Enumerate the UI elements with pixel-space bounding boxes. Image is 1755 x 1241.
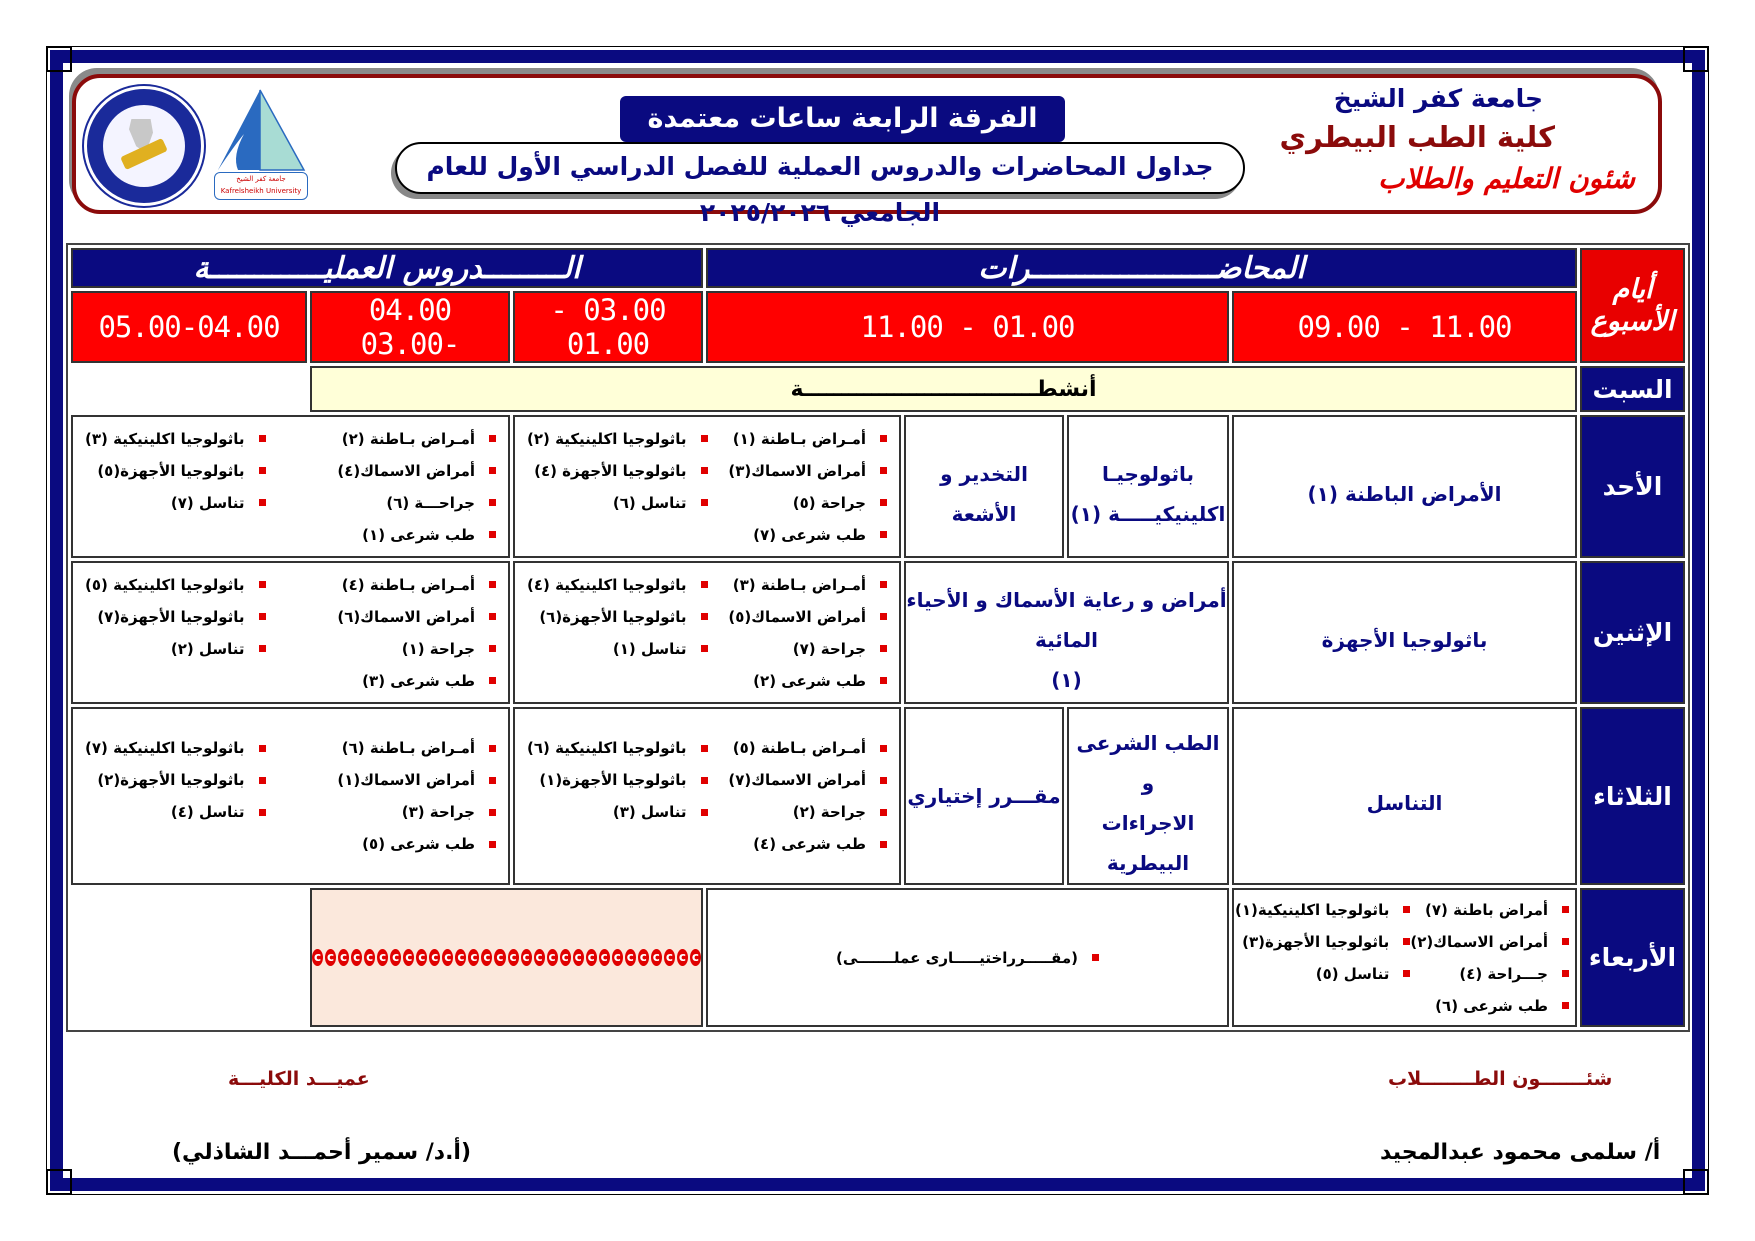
lab-group-item bbox=[527, 457, 708, 484]
blank-marker-icon: ϲ bbox=[483, 950, 491, 964]
lab-group-label: باثولوجيا الأجهزة(٥) bbox=[97, 461, 245, 480]
blank-marker-icon: ϲ bbox=[313, 950, 322, 964]
lab-group-label: أمراض الاسماك(١) bbox=[337, 771, 475, 789]
lab-group-label: تناسل (٥) bbox=[1315, 964, 1390, 983]
lab-column bbox=[85, 571, 266, 694]
bullet-icon bbox=[489, 645, 496, 652]
wednesday-lab-col-2 bbox=[1235, 896, 1410, 1019]
lab-group-item bbox=[728, 831, 887, 858]
lab-group-label: طب شرعى (١) bbox=[362, 525, 475, 544]
bullet-icon bbox=[259, 613, 266, 620]
lab-column bbox=[337, 735, 496, 858]
bullet-icon bbox=[259, 809, 266, 816]
lab-group-label: تناسل (٦) bbox=[612, 493, 687, 512]
day-saturday: السبت bbox=[1580, 366, 1685, 412]
bullet-icon bbox=[1562, 938, 1569, 945]
lab-group-label: جراحـــة (٦) bbox=[386, 493, 475, 512]
sunday-lecture-2a bbox=[1067, 415, 1229, 558]
lab-group-label: أمـراض بـاطنة (٢) bbox=[341, 429, 475, 448]
bullet-icon bbox=[1562, 970, 1569, 977]
lab-group-label: باثولوجيا اكلينيكية (٥) bbox=[85, 575, 245, 594]
lab-group-label: طب شرعى (٧) bbox=[753, 525, 866, 544]
lab-group-item bbox=[85, 635, 266, 662]
lab-group-item bbox=[1410, 896, 1569, 923]
bullet-icon bbox=[489, 745, 496, 752]
bullet-icon bbox=[880, 467, 887, 474]
lab-group-label: أمراض الاسماك(٤) bbox=[337, 461, 475, 480]
monday-lab-2 bbox=[71, 561, 510, 704]
corner-ornament bbox=[46, 46, 72, 72]
lab-group-label: باثولوجيا الأجهزة(١) bbox=[539, 771, 687, 789]
bullet-icon bbox=[489, 499, 496, 506]
lab-group-label: باثولوجيا الأجهزة(٧) bbox=[97, 607, 245, 626]
lab-group-item bbox=[1410, 992, 1569, 1019]
schedule-subtitle: جداول المحاضرات والدروس العملية للفصل الدراسي الأول للعام الجامعي ٢٠٢٥/٢٠٢٦ bbox=[395, 142, 1245, 194]
lab-group-item bbox=[1410, 928, 1569, 955]
bullet-icon bbox=[1403, 906, 1410, 913]
bullet-icon bbox=[489, 581, 496, 588]
bullet-icon bbox=[880, 581, 887, 588]
bullet-icon bbox=[489, 435, 496, 442]
faculty-name: كلية الطب البيطري bbox=[1279, 120, 1555, 154]
lab-group-label: أمراض الاسماك(٧) bbox=[728, 771, 866, 789]
corner-ornament bbox=[1683, 46, 1709, 72]
tuesday-lecture-1: التناسل bbox=[1232, 707, 1577, 885]
lab-group-label: باثولوجيا اكلينيكية (٧) bbox=[85, 739, 245, 757]
bullet-icon bbox=[489, 809, 496, 816]
lab-column bbox=[728, 425, 887, 548]
lab-group-label: أمـراض بـاطنة (٥) bbox=[732, 739, 866, 757]
bullet-icon bbox=[489, 677, 496, 684]
blank-marker-icon: ϲ bbox=[327, 950, 335, 964]
lab-group-item bbox=[527, 735, 708, 762]
lab-group-label: باثولوجيا اكلينيكية (٣) bbox=[85, 429, 245, 448]
day-wednesday: الأربعاء bbox=[1580, 888, 1685, 1027]
lab-group-item bbox=[337, 457, 496, 484]
blank-marker-icon: ϲ bbox=[600, 950, 608, 964]
bullet-icon bbox=[259, 777, 266, 784]
lab-group-label: أمراض الاسماك(٢) bbox=[1410, 932, 1548, 951]
sunday-lecture-2a-line1: باثولوجيـا bbox=[1101, 461, 1195, 486]
sunday-lab-2 bbox=[71, 415, 510, 558]
monday-lab-1 bbox=[513, 561, 901, 704]
blank-marker-icon: ϲ bbox=[574, 950, 582, 964]
bullet-icon bbox=[880, 499, 887, 506]
blank-marker-icon: ϲ bbox=[353, 950, 361, 964]
bullet-icon bbox=[259, 467, 266, 474]
blank-marker-icon: ϲ bbox=[470, 950, 478, 964]
blank-marker-icon: ϲ bbox=[535, 950, 543, 964]
lab-group-label: طب شرعى (٤) bbox=[753, 835, 866, 853]
blank-marker-icon: ϲ bbox=[587, 950, 595, 964]
blank-marker-icon: ϲ bbox=[509, 950, 517, 964]
lab-group-label: باثولوجيا اكلينيكية(١) bbox=[1235, 900, 1390, 919]
bullet-icon bbox=[259, 745, 266, 752]
bullet-icon bbox=[880, 777, 887, 784]
accreditation-logo bbox=[84, 86, 204, 206]
lab-group-item bbox=[728, 635, 887, 662]
tuesday-lecture-2a-line1: الطب الشرعى و bbox=[1076, 731, 1220, 795]
tuesday-lab-1 bbox=[513, 707, 901, 885]
lab-group-item bbox=[728, 667, 887, 694]
lab-group-label: تناسل (٧) bbox=[170, 493, 245, 512]
sunday-lecture-1: الأمراض الباطنة (١) bbox=[1232, 415, 1577, 558]
monday-lecture-2 bbox=[904, 561, 1229, 704]
lab-column bbox=[728, 735, 887, 858]
lab-column bbox=[85, 735, 266, 858]
lab-group-label: باثولوجيا اكلينيكية (٤) bbox=[527, 575, 687, 594]
bullet-icon bbox=[259, 581, 266, 588]
lab-group-label: أمـراض بـاطنة (٣) bbox=[732, 575, 866, 594]
wednesday-elective-label: (مقـــــرراختيـــــارى عملـــــــى) bbox=[836, 948, 1078, 967]
blank-marker-icon: ϲ bbox=[379, 950, 387, 964]
lab-group-item bbox=[337, 425, 496, 452]
lab-group-item bbox=[337, 489, 496, 516]
bullet-icon bbox=[701, 435, 708, 442]
bullet-icon bbox=[701, 581, 708, 588]
blank-marker-icon: ϲ bbox=[626, 950, 634, 964]
sunday-lab-1 bbox=[513, 415, 901, 558]
lab-group-label: باثولوجيا اكلينيكية (٢) bbox=[527, 429, 687, 448]
lab-group-item bbox=[1235, 896, 1410, 923]
bullet-icon bbox=[701, 645, 708, 652]
blank-marker-icon: ϲ bbox=[522, 950, 530, 964]
bullet-icon bbox=[701, 613, 708, 620]
bullet-icon bbox=[880, 435, 887, 442]
tuesday-lecture-2a-line2: الاجراءات البيطرية bbox=[1101, 811, 1195, 875]
level-title: الفرقة الرابعة ساعات معتمدة bbox=[620, 96, 1065, 142]
practicals-header: الـــــــــدروس العمليـــــــــــــة bbox=[71, 248, 703, 288]
lab-group-item bbox=[85, 603, 266, 630]
bullet-icon bbox=[1092, 954, 1099, 961]
blank-marker-icon: ϲ bbox=[639, 950, 647, 964]
lab-group-item bbox=[527, 571, 708, 598]
bullet-icon bbox=[489, 841, 496, 848]
lab-group-label: باثولوجيا الأجهزة(٢) bbox=[97, 771, 245, 789]
lab-group-label: باثولوجيا الأجهزة(٣) bbox=[1242, 932, 1390, 951]
bullet-icon bbox=[489, 467, 496, 474]
bullet-icon bbox=[1403, 970, 1410, 977]
lab-group-label: جـــراحة (٤) bbox=[1459, 964, 1548, 983]
schedule-table bbox=[66, 243, 1690, 1032]
monday-lecture-2-line1: أمراض و رعاية الأسماك و الأحياء المائية bbox=[906, 587, 1227, 652]
lab-group-label: باثولوجيا الأجهزة(٦) bbox=[539, 607, 687, 626]
lab-group-item bbox=[337, 735, 496, 762]
lab-group-item bbox=[85, 425, 266, 452]
lab-group-item bbox=[337, 603, 496, 630]
lab-group-label: باثولوجيا اكلينيكية (٦) bbox=[527, 739, 687, 757]
lab-group-label: طب شرعى (٥) bbox=[362, 835, 475, 853]
lab-group-item bbox=[728, 603, 887, 630]
bullet-icon bbox=[701, 467, 708, 474]
lab-group-label: تناسل (٢) bbox=[170, 639, 245, 658]
tuesday-lecture-2b: مقـــرر إختياري bbox=[904, 707, 1064, 885]
bullet-icon bbox=[880, 745, 887, 752]
bullet-icon bbox=[259, 435, 266, 442]
lab-column bbox=[527, 735, 708, 858]
lab-group-label: تناسل (٣) bbox=[612, 803, 687, 821]
saturday-activities-label: أنشطـــــــــــــــــــــــــــــــة bbox=[790, 376, 1097, 402]
lab-group-item bbox=[85, 799, 266, 826]
day-tuesday: الثلاثاء bbox=[1580, 707, 1685, 885]
dean-name: (أ.د/ سمير أحمـــد الشاذلي) bbox=[172, 1140, 472, 1165]
lab-group-item bbox=[728, 457, 887, 484]
lab-column bbox=[337, 571, 496, 694]
sunday-lecture-2b: التخدير و الأشعة bbox=[904, 415, 1064, 558]
lab-column bbox=[85, 425, 266, 548]
blank-marker-icon: ϲ bbox=[340, 950, 348, 964]
lab-group-label: أمراض باطنة (٧) bbox=[1424, 900, 1548, 919]
bullet-icon bbox=[701, 499, 708, 506]
day-monday: الإثنين bbox=[1580, 561, 1685, 704]
lab-group-label: أمراض الاسماك(٥) bbox=[728, 607, 866, 626]
university-logo-caption: جامعة كفر الشيخ Kafrelsheikh University bbox=[214, 172, 308, 200]
lectures-header: المحاضـــــــــــــــــــــرات bbox=[706, 248, 1577, 288]
blank-marker-icon: ϲ bbox=[496, 950, 504, 964]
tuesday-lab-2 bbox=[71, 707, 510, 885]
wednesday-blank-slot bbox=[310, 888, 703, 1027]
lab-group-item bbox=[527, 635, 708, 662]
lab-group-label: جراحة (٣) bbox=[401, 803, 475, 821]
lab-group-item bbox=[728, 735, 887, 762]
blank-marker-icon: ϲ bbox=[444, 950, 452, 964]
blank-marker-icon: ϲ bbox=[691, 950, 700, 964]
lab-column bbox=[527, 425, 708, 548]
lab-group-item bbox=[337, 635, 496, 662]
blank-marker-row bbox=[312, 949, 701, 966]
dean-title: عميـــد الكليـــة bbox=[228, 1068, 370, 1090]
lab-group-item bbox=[728, 799, 887, 826]
time-slot-3: 03.00 - 01.00 bbox=[513, 291, 703, 363]
lab-group-label: جراحة (١) bbox=[401, 639, 475, 658]
bullet-icon bbox=[880, 645, 887, 652]
wednesday-elective bbox=[706, 888, 1229, 1027]
lab-group-label: طب شرعى (٢) bbox=[753, 671, 866, 690]
bullet-icon bbox=[489, 777, 496, 784]
lab-group-item bbox=[337, 799, 496, 826]
lab-group-label: أمراض الاسماك(٣) bbox=[728, 461, 866, 480]
university-name: جامعة كفر الشيخ bbox=[1333, 84, 1543, 113]
blank-marker-icon: ϲ bbox=[392, 950, 400, 964]
lab-group-label: طب شرعى (٦) bbox=[1435, 996, 1548, 1015]
bullet-icon bbox=[1562, 1002, 1569, 1009]
lab-group-item bbox=[527, 489, 708, 516]
lab-group-item bbox=[728, 521, 887, 548]
time-slot-2: 01.00 - 11.00 bbox=[706, 291, 1229, 363]
lab-group-label: جراحة (٢) bbox=[792, 803, 866, 821]
time-slot-4: 04.00 -03.00 bbox=[310, 291, 510, 363]
lab-group-label: تناسل (١) bbox=[612, 639, 687, 658]
lab-group-item bbox=[728, 767, 887, 794]
lab-group-label: طب شرعى (٣) bbox=[362, 671, 475, 690]
monday-lecture-1: باثولوجيا الأجهزة bbox=[1232, 561, 1577, 704]
monday-lecture-2-line2: (١) bbox=[1051, 667, 1082, 692]
lab-group-item bbox=[85, 571, 266, 598]
bullet-icon bbox=[701, 745, 708, 752]
blank-marker-icon: ϲ bbox=[366, 950, 374, 964]
lab-group-label: أمـراض بـاطنة (٦) bbox=[341, 739, 475, 757]
lab-group-item bbox=[337, 571, 496, 598]
days-header: أيام الأسبوع bbox=[1580, 248, 1685, 363]
lab-group-item bbox=[85, 767, 266, 794]
lab-group-item bbox=[337, 667, 496, 694]
saturday-activities bbox=[310, 366, 1577, 412]
blank-marker-icon: ϲ bbox=[665, 950, 673, 964]
time-slot-1: 11.00 - 09.00 bbox=[1232, 291, 1577, 363]
bullet-icon bbox=[880, 613, 887, 620]
lab-group-item bbox=[1235, 928, 1410, 955]
bullet-icon bbox=[1403, 938, 1410, 945]
blank-marker-icon: ϲ bbox=[457, 950, 465, 964]
blank-marker-icon: ϲ bbox=[418, 950, 426, 964]
lab-group-item bbox=[337, 831, 496, 858]
wednesday-lab-col-1 bbox=[1410, 896, 1569, 1019]
blank-marker-icon: ϲ bbox=[652, 950, 660, 964]
tuesday-lecture-2a bbox=[1067, 707, 1229, 885]
bullet-icon bbox=[259, 645, 266, 652]
student-affairs-title: شئـــــــون الطــــــــلاب bbox=[1388, 1068, 1613, 1090]
blank-marker-icon: ϲ bbox=[405, 950, 413, 964]
lab-column bbox=[337, 425, 496, 548]
lab-group-item bbox=[85, 735, 266, 762]
lab-group-item bbox=[728, 571, 887, 598]
blank-marker-icon: ϲ bbox=[431, 950, 439, 964]
lab-group-item bbox=[728, 489, 887, 516]
blank-marker-icon: ϲ bbox=[548, 950, 556, 964]
bullet-icon bbox=[489, 613, 496, 620]
bullet-icon bbox=[880, 677, 887, 684]
department-name: شئون التعليم والطلاب bbox=[1378, 162, 1635, 195]
lab-group-label: أمـراض بـاطنة (٤) bbox=[341, 575, 475, 594]
lab-group-item bbox=[1235, 960, 1410, 987]
wednesday-lab bbox=[1232, 888, 1577, 1027]
lab-group-item bbox=[728, 425, 887, 452]
blank-marker-icon: ϲ bbox=[561, 950, 569, 964]
lab-group-item bbox=[85, 457, 266, 484]
time-slot-5: 05.00-04.00 bbox=[71, 291, 307, 363]
day-sunday: الأحد bbox=[1580, 415, 1685, 558]
lab-group-label: أمـراض بـاطنة (١) bbox=[732, 429, 866, 448]
lab-group-item bbox=[527, 767, 708, 794]
blank-marker-icon: ϲ bbox=[678, 950, 686, 964]
bullet-icon bbox=[880, 809, 887, 816]
corner-ornament bbox=[46, 1169, 72, 1195]
sunday-lecture-2a-line2: اكلينيكيـــــة (١) bbox=[1070, 501, 1226, 526]
lab-group-item bbox=[337, 521, 496, 548]
lab-group-label: أمراض الاسماك(٦) bbox=[337, 607, 475, 626]
lab-column bbox=[527, 571, 708, 694]
bullet-icon bbox=[701, 777, 708, 784]
blank-marker-icon: ϲ bbox=[613, 950, 621, 964]
lab-group-label: جراحة (٥) bbox=[792, 493, 866, 512]
lab-group-label: تناسل (٤) bbox=[170, 803, 245, 821]
corner-ornament bbox=[1683, 1169, 1709, 1195]
lab-group-item bbox=[527, 425, 708, 452]
lab-group-item bbox=[85, 489, 266, 516]
lab-column bbox=[728, 571, 887, 694]
lab-group-label: جراحة (٧) bbox=[792, 639, 866, 658]
bullet-icon bbox=[259, 499, 266, 506]
bullet-icon bbox=[880, 531, 887, 538]
lab-group-item bbox=[1410, 960, 1569, 987]
bullet-icon bbox=[1562, 906, 1569, 913]
lab-group-item bbox=[527, 603, 708, 630]
bullet-icon bbox=[880, 841, 887, 848]
lab-group-label: باثولوجيا الأجهزة (٤) bbox=[534, 461, 687, 480]
bullet-icon bbox=[489, 531, 496, 538]
lab-group-item bbox=[337, 767, 496, 794]
bullet-icon bbox=[701, 809, 708, 816]
student-affairs-name: أ/ سلمى محمود عبدالمجيد bbox=[1380, 1140, 1661, 1165]
lab-group-item bbox=[527, 799, 708, 826]
